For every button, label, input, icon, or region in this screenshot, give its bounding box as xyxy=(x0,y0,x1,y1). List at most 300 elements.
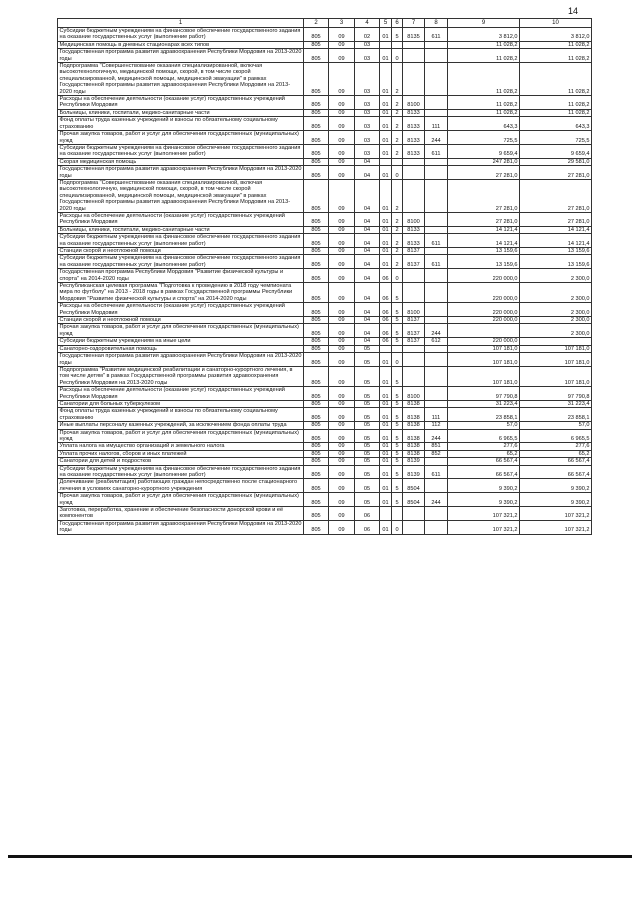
cell-expense-type xyxy=(425,166,448,180)
cell-program: 01 xyxy=(380,166,392,180)
cell-expense-type: 852 xyxy=(425,450,448,457)
cell-section: 09 xyxy=(329,400,355,407)
cell-section: 09 xyxy=(329,458,355,465)
column-header: 10 xyxy=(520,19,592,28)
row-name: Субсидии бюджетным учреждениям на иные цели xyxy=(58,338,304,345)
cell-subsection: 06 xyxy=(355,520,380,534)
cell-target: 8138 xyxy=(403,443,425,450)
cell-amount-2016: 11 028,2 xyxy=(520,109,592,116)
cell-amount-2015: 277,6 xyxy=(448,443,520,450)
cell-ministry: 805 xyxy=(304,303,329,317)
cell-section: 09 xyxy=(329,158,355,165)
cell-amount-2016: 9 659,4 xyxy=(520,144,592,158)
cell-target xyxy=(403,269,425,283)
cell-section: 09 xyxy=(329,117,355,131)
column-header: 4 xyxy=(355,19,380,28)
cell-program xyxy=(380,41,392,48)
cell-subprogram: 5 xyxy=(392,493,403,507)
cell-program: 06 xyxy=(380,317,392,324)
cell-amount-2015: 220 000,0 xyxy=(448,338,520,345)
cell-target xyxy=(403,507,425,521)
cell-subsection: 03 xyxy=(355,117,380,131)
cell-subprogram: 5 xyxy=(392,422,403,429)
cell-section: 09 xyxy=(329,63,355,96)
cell-expense-type xyxy=(425,458,448,465)
cell-ministry: 805 xyxy=(304,507,329,521)
cell-section: 09 xyxy=(329,429,355,443)
cell-section: 09 xyxy=(329,248,355,255)
cell-expense-type: 244 xyxy=(425,131,448,145)
cell-target xyxy=(403,41,425,48)
cell-amount-2015: 107 181,0 xyxy=(448,366,520,386)
row-name: Станции скорой и неотложной помощи xyxy=(58,317,304,324)
cell-ministry: 805 xyxy=(304,429,329,443)
table-row xyxy=(58,324,592,338)
cell-subsection: 04 xyxy=(355,158,380,165)
row-name: Иные выплаты персоналу казенных учреждений, за исключением фонда оплаты труда xyxy=(58,422,304,429)
table-row xyxy=(58,49,592,63)
cell-ministry: 805 xyxy=(304,479,329,493)
cell-program: 06 xyxy=(380,283,392,303)
cell-subsection: 05 xyxy=(355,422,380,429)
cell-amount-2016: 2 300,0 xyxy=(520,283,592,303)
cell-amount-2015: 31 223,4 xyxy=(448,400,520,407)
cell-expense-type: 111 xyxy=(425,117,448,131)
cell-target xyxy=(403,179,425,212)
cell-amount-2015: 220 000,0 xyxy=(448,283,520,303)
table-row xyxy=(58,458,592,465)
cell-program: 01 xyxy=(380,353,392,367)
cell-section: 09 xyxy=(329,41,355,48)
cell-amount-2016: 14 121,4 xyxy=(520,226,592,233)
cell-ministry: 805 xyxy=(304,493,329,507)
column-header: 2 xyxy=(304,19,329,28)
cell-subsection: 05 xyxy=(355,429,380,443)
cell-expense-type: 111 xyxy=(425,408,448,422)
cell-target xyxy=(403,49,425,63)
cell-amount-2015: 9 390,2 xyxy=(448,493,520,507)
cell-amount-2016: 23 858,1 xyxy=(520,408,592,422)
cell-expense-type xyxy=(425,479,448,493)
cell-subprogram: 5 xyxy=(392,458,403,465)
cell-ministry: 805 xyxy=(304,144,329,158)
cell-amount-2015: 220 000,0 xyxy=(448,303,520,317)
cell-amount-2015: 27 281,0 xyxy=(448,166,520,180)
row-name: Прочая закупка товаров, работ и услуг для обеспечения государственных (муниципальных) нужд xyxy=(58,429,304,443)
cell-subsection: 04 xyxy=(355,166,380,180)
cell-section: 09 xyxy=(329,269,355,283)
cell-subsection: 04 xyxy=(355,226,380,233)
cell-program: 01 xyxy=(380,234,392,248)
cell-section: 09 xyxy=(329,408,355,422)
cell-subprogram xyxy=(392,507,403,521)
row-name: Государственная программа развития здравоохранения Республики Мордовия на 2013-2020 годы xyxy=(59,166,302,179)
cell-subprogram: 2 xyxy=(392,234,403,248)
cell-program: 01 xyxy=(380,144,392,158)
row-name: Государственная программа развития здравоохранения Республики Мордовия на 2013-2020 годы xyxy=(59,520,302,534)
cell-ministry: 805 xyxy=(304,283,329,303)
cell-expense-type xyxy=(425,96,448,110)
cell-ministry: 805 xyxy=(304,387,329,401)
cell-target: 8137 xyxy=(403,255,425,269)
cell-subprogram: 5 xyxy=(392,429,403,443)
row-name: Фонд оплаты труда казенных учреждений и взносы по обязательному социальному страхованию xyxy=(58,117,304,131)
table-row xyxy=(58,387,592,401)
table-row xyxy=(58,28,592,42)
cell-program: 01 xyxy=(380,493,392,507)
table-row xyxy=(58,234,592,248)
cell-expense-type: 611 xyxy=(425,255,448,269)
cell-target xyxy=(403,353,425,367)
cell-amount-2016: 11 028,2 xyxy=(520,63,592,96)
cell-target xyxy=(403,158,425,165)
cell-program xyxy=(380,158,392,165)
table-row xyxy=(58,479,592,493)
cell-amount-2016: 11 028,2 xyxy=(520,41,592,48)
cell-ministry: 805 xyxy=(304,179,329,212)
cell-subprogram: 5 xyxy=(392,317,403,324)
cell-program: 01 xyxy=(380,387,392,401)
cell-amount-2015: 11 028,2 xyxy=(448,41,520,48)
cell-section: 09 xyxy=(329,303,355,317)
cell-amount-2016: 66 567,4 xyxy=(520,465,592,479)
cell-amount-2016 xyxy=(520,338,592,345)
column-header: 8 xyxy=(425,19,448,28)
table-row xyxy=(58,283,592,303)
cell-program: 01 xyxy=(380,443,392,450)
cell-program: 01 xyxy=(380,400,392,407)
cell-expense-type xyxy=(425,41,448,48)
cell-ministry: 805 xyxy=(304,158,329,165)
cell-expense-type: 611 xyxy=(425,144,448,158)
table-row xyxy=(58,158,592,165)
table-row xyxy=(58,520,592,534)
table-row xyxy=(58,41,592,48)
table-row xyxy=(58,465,592,479)
cell-subsection: 04 xyxy=(355,269,380,283)
row-name: Подпрограмма "Развитие медицинской реабилитации и санаторно-курортного лечения, в том числе детям" в рамках Государственной программы развития здравоохранения Республики Мордовия на 2013-2020 годы xyxy=(58,366,304,386)
cell-ministry: 805 xyxy=(304,234,329,248)
cell-amount-2015: 107 181,0 xyxy=(448,345,520,352)
cell-amount-2015 xyxy=(448,324,520,338)
table-row xyxy=(58,353,592,367)
cell-subprogram: 2 xyxy=(392,226,403,233)
row-name: Скорая медицинская помощь xyxy=(58,158,304,165)
row-name: Расходы на обеспечение деятельности (оказание услуг) государственных учреждений Республики Мордовия xyxy=(58,387,304,401)
cell-ministry: 805 xyxy=(304,212,329,226)
cell-amount-2016: 27 281,0 xyxy=(520,212,592,226)
cell-subprogram xyxy=(392,345,403,352)
cell-subprogram xyxy=(392,41,403,48)
cell-subprogram: 5 xyxy=(392,338,403,345)
cell-subprogram: 5 xyxy=(392,387,403,401)
row-name: Субсидии бюджетным учреждениям на финансовое обеспечение государственного задания на оказание государственных услуг (выполнение работ) xyxy=(58,28,304,42)
cell-amount-2016: 107 181,0 xyxy=(520,366,592,386)
row-name: Медицинская помощь в дневных стационарах всех типов xyxy=(58,41,304,48)
cell-program: 01 xyxy=(380,520,392,534)
cell-ministry: 805 xyxy=(304,324,329,338)
cell-program: 01 xyxy=(380,408,392,422)
cell-subsection: 04 xyxy=(355,317,380,324)
cell-section: 09 xyxy=(329,422,355,429)
cell-expense-type xyxy=(425,400,448,407)
cell-amount-2016: 2 300,0 xyxy=(520,269,592,283)
cell-amount-2015: 97 790,8 xyxy=(448,387,520,401)
table-row xyxy=(58,131,592,145)
cell-amount-2015: 27 281,0 xyxy=(448,212,520,226)
cell-program xyxy=(380,507,392,521)
cell-target: 8100 xyxy=(403,96,425,110)
cell-program: 01 xyxy=(380,117,392,131)
cell-subprogram: 0 xyxy=(392,269,403,283)
row-name: Долечивание (реабилитация) работающих граждан непосредственно после стационарного лечения в условиях санаторно-курортного учреждения xyxy=(58,479,304,493)
cell-ministry: 805 xyxy=(304,63,329,96)
cell-ministry: 805 xyxy=(304,166,329,180)
cell-target: 8100 xyxy=(403,387,425,401)
cell-subsection: 05 xyxy=(355,450,380,457)
table-row xyxy=(58,117,592,131)
cell-subprogram: 2 xyxy=(392,131,403,145)
cell-target xyxy=(403,283,425,303)
cell-amount-2016: 2 300,0 xyxy=(520,317,592,324)
cell-subsection: 05 xyxy=(355,353,380,367)
cell-target: 8100 xyxy=(403,303,425,317)
cell-amount-2016: 643,3 xyxy=(520,117,592,131)
table-row xyxy=(58,366,592,386)
cell-amount-2015: 9 659,4 xyxy=(448,144,520,158)
cell-expense-type xyxy=(425,226,448,233)
cell-section: 09 xyxy=(329,109,355,116)
cell-target: 8137 xyxy=(403,317,425,324)
cell-program: 01 xyxy=(380,226,392,233)
cell-ministry: 805 xyxy=(304,520,329,534)
cell-amount-2015: 14 121,4 xyxy=(448,234,520,248)
row-name: Подпрограмма "Совершенствование оказания специализированной, включая высокотехнологичную, медицинской помощи, скорой, в том числе скорой специализированной, медицинской помощи, медицинской эвакуации" в рамках Государственной программы развития здравоохранения Республики Мордовия на 2013-2020 годы xyxy=(58,179,304,212)
cell-subprogram: 2 xyxy=(392,63,403,96)
cell-amount-2015: 11 028,2 xyxy=(448,63,520,96)
row-name: Прочая закупка товаров, работ и услуг для обеспечения государственных (муниципальных) нужд xyxy=(58,131,304,145)
cell-target xyxy=(403,345,425,352)
table-row xyxy=(58,144,592,158)
cell-expense-type xyxy=(425,109,448,116)
column-header: 1 xyxy=(58,19,304,28)
table-row xyxy=(58,317,592,324)
cell-subsection: 05 xyxy=(355,493,380,507)
table-row xyxy=(58,269,592,283)
cell-program: 01 xyxy=(380,422,392,429)
cell-subsection: 05 xyxy=(355,408,380,422)
cell-program: 06 xyxy=(380,303,392,317)
cell-subprogram: 2 xyxy=(392,248,403,255)
cell-amount-2015: 66 567,4 xyxy=(448,465,520,479)
row-name: Государственная программа развития здравоохранения Республики Мордовия на 2013-2020 годы xyxy=(59,49,302,62)
cell-program: 01 xyxy=(380,255,392,269)
cell-subprogram: 5 xyxy=(392,479,403,493)
cell-subsection: 04 xyxy=(355,255,380,269)
cell-subsection: 05 xyxy=(355,458,380,465)
table-row xyxy=(58,179,592,212)
row-name: Расходы на обеспечение деятельности (оказание услуг) государственных учреждений Республики Мордовия xyxy=(58,212,304,226)
cell-section: 09 xyxy=(329,226,355,233)
table-row xyxy=(58,443,592,450)
cell-amount-2015: 220 000,0 xyxy=(448,269,520,283)
cell-subprogram: 5 xyxy=(392,408,403,422)
cell-ministry: 805 xyxy=(304,338,329,345)
row-name: Государственная программа развития здравоохранения Республики Мордовия на 2013-2020 годы xyxy=(59,353,302,366)
cell-ministry: 805 xyxy=(304,131,329,145)
cell-target: 8133 xyxy=(403,131,425,145)
row-name: Заготовка, переработка, хранение и обеспечение безопасности донорской крови и её компонентов xyxy=(58,507,304,521)
cell-target: 8137 xyxy=(403,248,425,255)
cell-subprogram: 2 xyxy=(392,117,403,131)
cell-amount-2016: 725,5 xyxy=(520,131,592,145)
cell-section: 09 xyxy=(329,479,355,493)
cell-subsection: 03 xyxy=(355,109,380,116)
cell-program: 06 xyxy=(380,338,392,345)
cell-section: 09 xyxy=(329,166,355,180)
budget-table xyxy=(57,18,592,535)
cell-expense-type xyxy=(425,63,448,96)
cell-ministry: 805 xyxy=(304,366,329,386)
cell-amount-2016: 14 121,4 xyxy=(520,234,592,248)
cell-subprogram: 2 xyxy=(392,109,403,116)
cell-amount-2016: 9 390,2 xyxy=(520,493,592,507)
cell-expense-type: 112 xyxy=(425,422,448,429)
cell-subsection: 04 xyxy=(355,248,380,255)
table-row xyxy=(58,422,592,429)
cell-section: 09 xyxy=(329,28,355,42)
table-row xyxy=(58,226,592,233)
cell-amount-2015: 107 321,2 xyxy=(448,507,520,521)
cell-amount-2016: 107 181,0 xyxy=(520,353,592,367)
row-name: Станции скорой и неотложной помощи xyxy=(58,248,304,255)
row-name: Уплата налога на имущество организаций и земельного налога xyxy=(58,443,304,450)
cell-ministry: 805 xyxy=(304,109,329,116)
cell-subsection: 02 xyxy=(355,28,380,42)
cell-target: 8139 xyxy=(403,465,425,479)
cell-amount-2015: 247 281,0 xyxy=(448,158,520,165)
table-row xyxy=(58,345,592,352)
cell-target: 8138 xyxy=(403,400,425,407)
table-row xyxy=(58,96,592,110)
cell-section: 09 xyxy=(329,338,355,345)
cell-amount-2015: 725,5 xyxy=(448,131,520,145)
cell-subsection: 03 xyxy=(355,41,380,48)
cell-ministry: 805 xyxy=(304,345,329,352)
row-name: Субсидии бюджетным учреждениям на финансовое обеспечение государственного задания на оказание государственных услуг (выполнение работ) xyxy=(58,144,304,158)
cell-subsection: 04 xyxy=(355,212,380,226)
cell-expense-type xyxy=(425,303,448,317)
cell-amount-2016: 3 812,0 xyxy=(520,28,592,42)
cell-target: 8100 xyxy=(403,212,425,226)
cell-ministry: 805 xyxy=(304,49,329,63)
cell-subprogram: 0 xyxy=(392,353,403,367)
cell-amount-2016: 27 281,0 xyxy=(520,179,592,212)
cell-target: 8138 xyxy=(403,450,425,457)
column-header: 6 xyxy=(392,19,403,28)
column-header: 9 xyxy=(448,19,520,28)
cell-subsection: 04 xyxy=(355,234,380,248)
cell-target xyxy=(403,366,425,386)
cell-section: 09 xyxy=(329,212,355,226)
cell-amount-2015: 11 028,2 xyxy=(448,109,520,116)
cell-expense-type xyxy=(425,520,448,534)
cell-expense-type: 612 xyxy=(425,338,448,345)
cell-section: 09 xyxy=(329,49,355,63)
column-header: 3 xyxy=(329,19,355,28)
cell-ministry: 805 xyxy=(304,400,329,407)
cell-amount-2016: 29 581,0 xyxy=(520,158,592,165)
cell-section: 09 xyxy=(329,353,355,367)
cell-amount-2016: 13 159,6 xyxy=(520,248,592,255)
table-row xyxy=(58,408,592,422)
cell-expense-type: 244 xyxy=(425,493,448,507)
table-row xyxy=(58,248,592,255)
cell-section: 09 xyxy=(329,465,355,479)
row-name: Больницы, клиники, госпитали, медико-санитарные части xyxy=(58,226,304,233)
page-number: 14 xyxy=(568,6,579,16)
cell-section: 09 xyxy=(329,345,355,352)
cell-ministry: 805 xyxy=(304,443,329,450)
cell-subsection: 05 xyxy=(355,345,380,352)
cell-amount-2016: 9 390,2 xyxy=(520,479,592,493)
cell-subprogram xyxy=(392,158,403,165)
cell-target: 8139 xyxy=(403,458,425,465)
cell-expense-type: 851 xyxy=(425,443,448,450)
cell-subprogram: 2 xyxy=(392,212,403,226)
row-name: Республиканская целевая программа "Подготовка к проведению в 2018 году чемпионата мира по футболу" на 2013 - 2018 годы в рамках Государственной программы Республики Мордовия "Развитие физической культуры и спорта" на 2014-2020 годы xyxy=(58,283,304,303)
cell-target: 8133 xyxy=(403,117,425,131)
cell-section: 09 xyxy=(329,179,355,212)
cell-subsection: 06 xyxy=(355,507,380,521)
cell-target: 8133 xyxy=(403,144,425,158)
cell-subsection: 05 xyxy=(355,479,380,493)
cell-subprogram: 0 xyxy=(392,166,403,180)
row-name: Санаторно-оздоровительная помощь xyxy=(58,345,304,352)
cell-target: 8135 xyxy=(403,28,425,42)
cell-subprogram: 2 xyxy=(392,255,403,269)
cell-target: 8138 xyxy=(403,429,425,443)
cell-amount-2015: 13 159,6 xyxy=(448,248,520,255)
cell-section: 09 xyxy=(329,144,355,158)
cell-section: 09 xyxy=(329,366,355,386)
cell-target: 8138 xyxy=(403,422,425,429)
cell-program: 01 xyxy=(380,96,392,110)
cell-subsection: 05 xyxy=(355,400,380,407)
cell-program xyxy=(380,345,392,352)
cell-ministry: 805 xyxy=(304,255,329,269)
cell-subprogram: 5 xyxy=(392,28,403,42)
cell-target xyxy=(403,166,425,180)
table-row xyxy=(58,338,592,345)
cell-amount-2015: 9 390,2 xyxy=(448,479,520,493)
cell-section: 09 xyxy=(329,493,355,507)
row-name: Санатории для больных туберкулезом xyxy=(58,400,304,407)
cell-amount-2016: 66 567,4 xyxy=(520,458,592,465)
cell-expense-type xyxy=(425,366,448,386)
cell-program: 01 xyxy=(380,248,392,255)
cell-subsection: 03 xyxy=(355,63,380,96)
cell-program: 06 xyxy=(380,324,392,338)
cell-amount-2016: 13 159,6 xyxy=(520,255,592,269)
row-name: Государственная программа Республики Мордовия "Развитие физической культуры и спорта" на 2014-2020 годы xyxy=(58,269,304,283)
cell-program: 06 xyxy=(380,269,392,283)
cell-subprogram: 5 xyxy=(392,303,403,317)
cell-subsection: 04 xyxy=(355,303,380,317)
cell-expense-type: 611 xyxy=(425,465,448,479)
row-name: Субсидии бюджетным учреждениям на финансовое обеспечение государственного задания на оказание государственных услуг (выполнение работ) xyxy=(58,255,304,269)
cell-expense-type xyxy=(425,353,448,367)
